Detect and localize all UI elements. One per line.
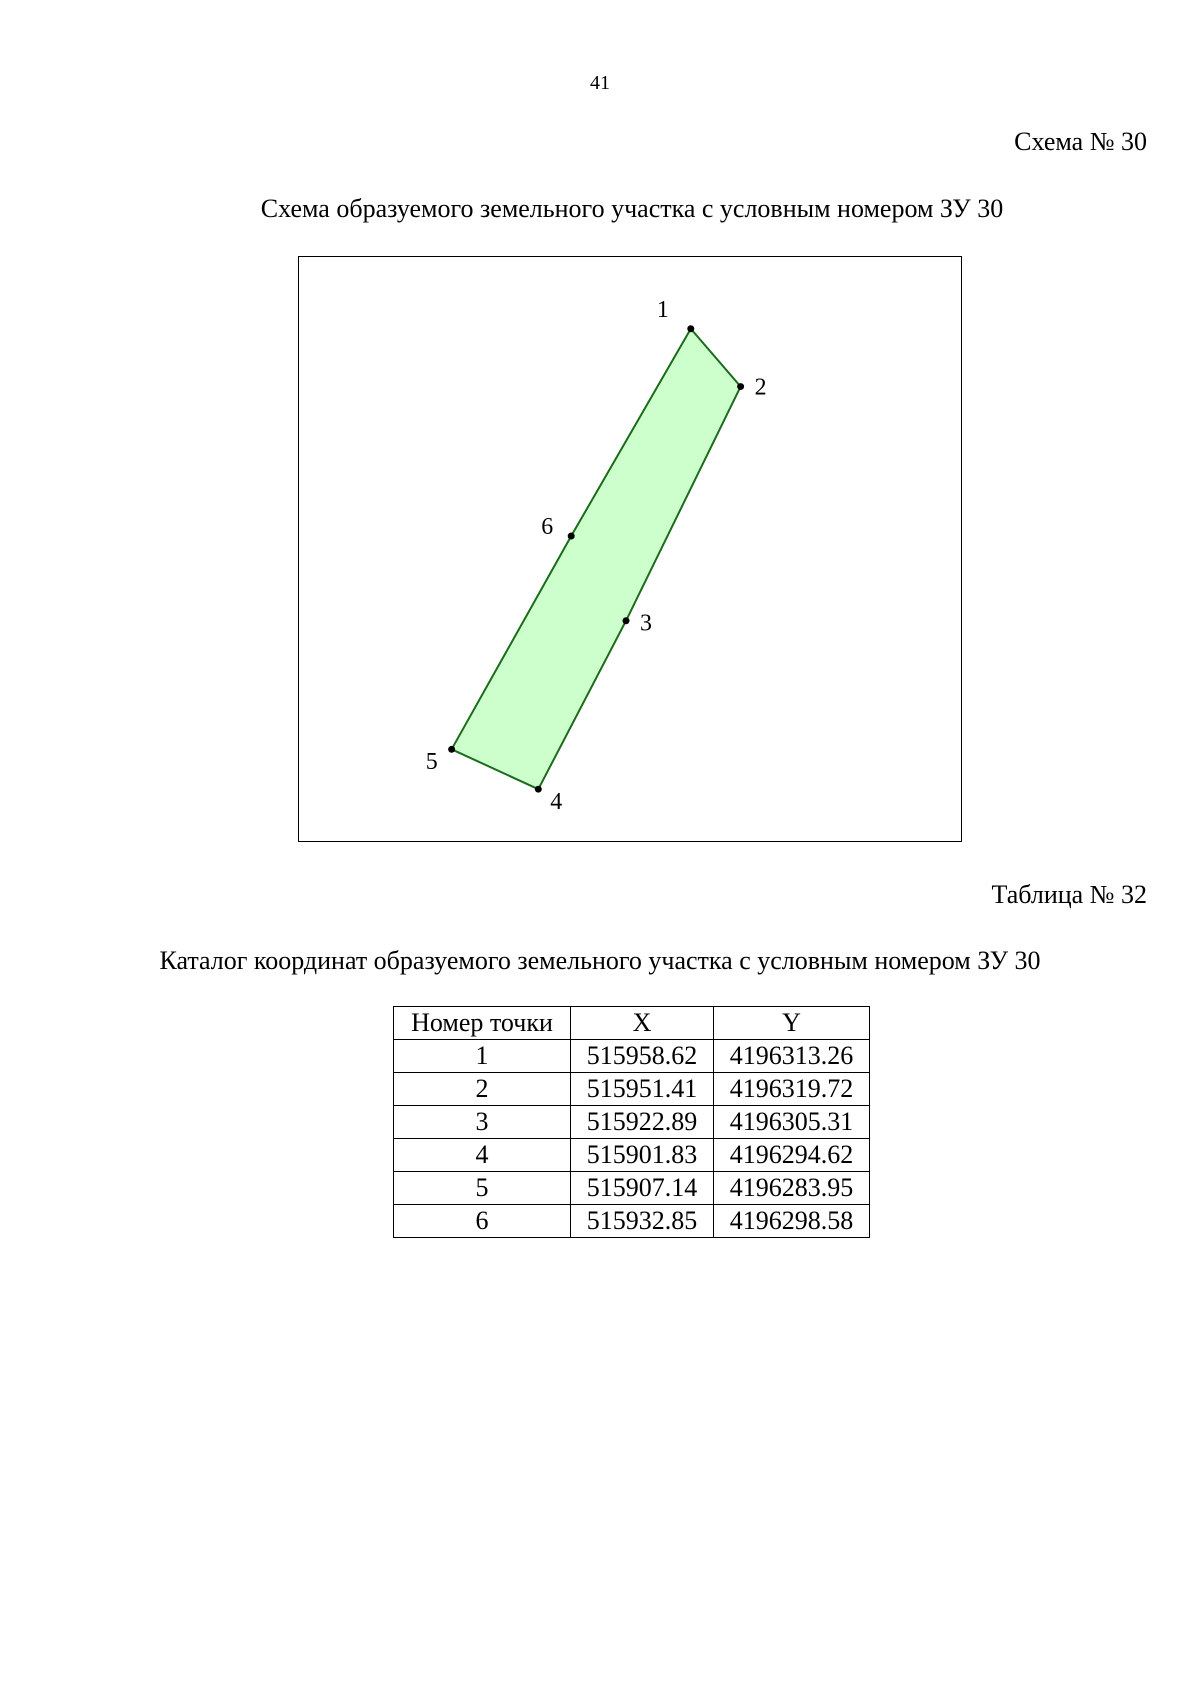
cell-x: 515951.41	[571, 1073, 714, 1106]
parcel-plot	[299, 257, 961, 841]
cell-x: 515901.83	[571, 1139, 714, 1172]
parcel-polygon	[452, 329, 741, 789]
vertex-label-6: 6	[541, 514, 554, 541]
vertex-label-3: 3	[639, 610, 652, 637]
cell-y: 4196313.26	[714, 1040, 870, 1073]
parcel-vertex-5	[448, 746, 455, 753]
scheme-title: Схема образуемого земельного участка с условным номером ЗУ 30	[260, 194, 1004, 223]
cell-y: 4196283.95	[714, 1172, 870, 1205]
table-label: Таблица № 32	[991, 880, 1147, 909]
cell-y: 4196298.58	[714, 1205, 870, 1238]
vertex-label-4: 4	[550, 789, 563, 816]
vertex-label-2: 2	[754, 374, 767, 401]
table-title: Каталог координат образуемого земельного участка с условным номером ЗУ 30	[159, 946, 1041, 975]
table-row	[394, 1139, 870, 1172]
parcel-vertex-1	[687, 325, 694, 332]
parcel-vertex-3	[623, 617, 630, 624]
header-x: X	[571, 1007, 714, 1040]
cell-x: 515958.62	[571, 1040, 714, 1073]
table-row	[394, 1205, 870, 1238]
cell-y: 4196305.31	[714, 1106, 870, 1139]
cell-point-number: 4	[394, 1139, 571, 1172]
table-row	[394, 1106, 870, 1139]
table-row	[394, 1040, 870, 1073]
header-y: Y	[714, 1007, 870, 1040]
page-number: 41	[590, 72, 610, 94]
table-row	[394, 1172, 870, 1205]
scheme-diagram	[298, 256, 962, 842]
parcel-vertex-4	[535, 786, 542, 793]
table-header-row	[394, 1007, 870, 1040]
header-point-number: Номер точки	[394, 1007, 571, 1040]
vertex-label-1: 1	[656, 296, 669, 323]
cell-y: 4196319.72	[714, 1073, 870, 1106]
cell-x: 515932.85	[571, 1205, 714, 1238]
cell-point-number: 2	[394, 1073, 571, 1106]
cell-y: 4196294.62	[714, 1139, 870, 1172]
cell-x: 515922.89	[571, 1106, 714, 1139]
parcel-vertex-2	[737, 383, 744, 390]
table-row	[394, 1073, 870, 1106]
cell-point-number: 5	[394, 1172, 571, 1205]
cell-point-number: 3	[394, 1106, 571, 1139]
scheme-label: Схема № 30	[1014, 127, 1147, 156]
coordinates-table	[393, 1006, 870, 1238]
cell-x: 515907.14	[571, 1172, 714, 1205]
cell-point-number: 1	[394, 1040, 571, 1073]
cell-point-number: 6	[394, 1205, 571, 1238]
parcel-vertex-6	[568, 533, 575, 540]
vertex-label-5: 5	[425, 749, 438, 776]
